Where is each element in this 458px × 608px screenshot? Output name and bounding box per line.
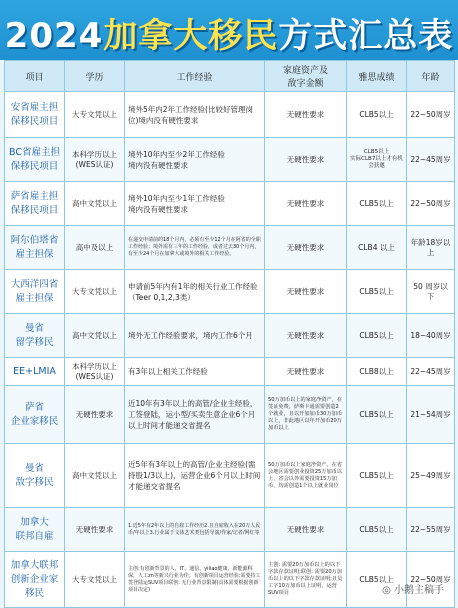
- header-work: 工作经验: [125, 61, 265, 92]
- cell-assets: 无硬性要求: [265, 270, 347, 314]
- cell-education: 无硬性要求: [65, 508, 125, 552]
- table-row: [5, 508, 455, 552]
- table-header-row: [5, 61, 455, 92]
- cell-project: 萨省雇主担 保移民项目: [5, 182, 65, 226]
- cell-assets: 无硬性要求: [265, 358, 347, 386]
- cell-education: 高中文凭以上: [65, 314, 125, 358]
- cell-work: 近10年有3年以上的高管/企业主经验，工签登陆，运小型/买卖生意企业6个月以上时间才能递交省提名: [125, 386, 265, 444]
- watermark-text: 小鹅主稿手: [394, 585, 444, 596]
- cell-project: 加拿大 联邦自雇: [5, 508, 65, 552]
- cell-age: 22~50周岁: [407, 182, 455, 226]
- header-assets: 家庭资产及 敌字金额: [265, 61, 347, 92]
- cell-ielts: CLB8以上: [347, 358, 407, 386]
- cell-work: 主创:有创新背景的人，IT、通信、yiliao健康，新能源科保，人工zn等新兴行业为佳；有创新项目运营经验;需要持工签登陆运SUV项目联创: 无行业背景限制(具体需要根据创新项目决定): [125, 552, 265, 608]
- cell-project: 曼省 留学移民: [5, 314, 65, 358]
- cell-assets: 无硬性要求: [265, 92, 347, 138]
- page-title: [0, 8, 458, 57]
- cell-age: 22~55周岁: [407, 508, 455, 552]
- title-year: 2024: [4, 16, 104, 56]
- cell-age: 22~50周岁: [407, 92, 455, 138]
- cell-work: 在递交申请前的18个月内，必须有至少12个月在阿省的全职工作经验；境外需有三年的工作经验，或者过去30个月内，有至少24个月在加拿大或境外的相关工作经验。: [125, 226, 265, 270]
- header-education: 学历: [65, 61, 125, 92]
- cell-work: 近5年有3年以上的高管/企业主经验(需持股1/3以上)，运营企业6个月以上时间才能递交省提名: [125, 444, 265, 508]
- table-row: [5, 444, 455, 508]
- table-row: [5, 226, 455, 270]
- cell-ielts: CLB5以上 实际CLB7以上才有机会获邀: [347, 138, 407, 182]
- cell-ielts: CLB5以上: [347, 182, 407, 226]
- cell-project: 加拿大联邦 创新企业家 移民: [5, 552, 65, 608]
- table-row: [5, 552, 455, 608]
- cell-work: 境外10年内至少2年工作经验 境内没有硬性要求: [125, 138, 265, 182]
- cell-work: 有3年以上相关工作经验: [125, 358, 265, 386]
- cell-ielts: CLB5以上: [347, 386, 407, 444]
- cell-education: 高中及以上: [65, 226, 125, 270]
- cell-assets: 无硬性要求: [265, 508, 347, 552]
- cell-education: 无硬性要求: [65, 386, 125, 444]
- cell-work: 申请前5年内有1年的相关行业工作经验（Teer 0,1,2,3类）: [125, 270, 265, 314]
- cell-assets: 50万加币以上的家庭净资产，在签证免费，萨斯卡通需要创造2个就业，且以开加加币30万加币以上，非此地区以年开加币20万加币以上: [265, 386, 347, 444]
- cell-ielts: CLB5以上: [347, 444, 407, 508]
- cell-ielts: CLB5以上: [347, 270, 407, 314]
- cell-work: 境外无工作经验要求，境内工作6个月: [125, 314, 265, 358]
- table-row: [5, 182, 455, 226]
- cell-work: 1.近5年有2年以上的自雇工作经历2.且自雇收入在20万人民币/年以上3.行业属于文体艺术类包括导演/作家/记者/网红等: [125, 508, 265, 552]
- cell-assets: 无硬性要求: [265, 314, 347, 358]
- cell-age: 25~49周岁: [407, 444, 455, 508]
- cell-ielts: CLB5以上: [347, 508, 407, 552]
- cell-age: 18~40周岁: [407, 314, 455, 358]
- table-row: [5, 270, 455, 314]
- cell-age: 50 周岁以下: [407, 270, 455, 314]
- cell-education: 高中文凭以上: [65, 444, 125, 508]
- cell-ielts: CLB5以上: [347, 92, 407, 138]
- cell-age: 21~54周岁: [407, 386, 455, 444]
- cell-work: 境外5年内2年工作经验(比较好管理岗位)境内没有硬性要求: [125, 92, 265, 138]
- cell-project: 萨省 企业家移民: [5, 386, 65, 444]
- cell-age: 22~45周岁: [407, 358, 455, 386]
- cell-project: 阿尔伯塔省 雇主担保: [5, 226, 65, 270]
- cell-education: 本科学历以上 (WES认证): [65, 358, 125, 386]
- cell-education: 大专文凭以上: [65, 92, 125, 138]
- cell-ielts: CLB5以上: [347, 552, 407, 608]
- header-project: 项目: [5, 61, 65, 92]
- cell-project: EE+LMIA: [5, 358, 65, 386]
- table-row: [5, 92, 455, 138]
- cell-project: 大西洋四省 雇主担保: [5, 270, 65, 314]
- cell-assets: 无硬性要求: [265, 138, 347, 182]
- cell-work: 境外10年内至少1年工作经验 境内没有硬性要求: [125, 182, 265, 226]
- cell-ielts: CLB5以上: [347, 314, 407, 358]
- cell-education: 大专文凭以上: [65, 270, 125, 314]
- title-rest: 方式汇总表: [278, 16, 454, 56]
- cell-assets: 50万加币以上家庭净资产，在省会地区需要创业投资25万加币以上，省会以外需要投资15万加币，均需创造1个以上就业岗位: [265, 444, 347, 508]
- title-highlight: 加拿大移民: [103, 16, 279, 56]
- table-row: [5, 358, 455, 386]
- cell-education: 大专文凭以上: [65, 552, 125, 608]
- cell-project: 安省雇主担 保移民项目: [5, 92, 65, 138]
- table-row: [5, 138, 455, 182]
- cell-education: 本科学历以上 (WES认证): [65, 138, 125, 182]
- cell-age: 22~45周岁: [407, 138, 455, 182]
- header-ielts: 雅思成绩: [347, 61, 407, 92]
- cell-education: 高中文凭以上: [65, 182, 125, 226]
- cell-project: BC省雇主担 保移民项目: [5, 138, 65, 182]
- immigration-table: [4, 60, 455, 608]
- cell-assets: 无硬性要求: [265, 182, 347, 226]
- cell-project: 曼省 敌字移民: [5, 444, 65, 508]
- table-row: [5, 314, 455, 358]
- cell-ielts: CLB4 以上: [347, 226, 407, 270]
- cell-age: 22~50周岁: [407, 552, 455, 608]
- cell-age: 年龄18岁以上: [407, 226, 455, 270]
- header-age: 年龄: [407, 61, 455, 92]
- cell-assets: 主创: 需要20万加币以上的以下字款存款证明;联创: 需要20万加币以上的以下字款存款证明;且员工字10万加币以上证明，运营SUV项目: [265, 552, 347, 608]
- watermark: ◎ 小鹅主稿手: [382, 585, 444, 596]
- table-row: [5, 386, 455, 444]
- cell-assets: 无硬性要求: [265, 226, 347, 270]
